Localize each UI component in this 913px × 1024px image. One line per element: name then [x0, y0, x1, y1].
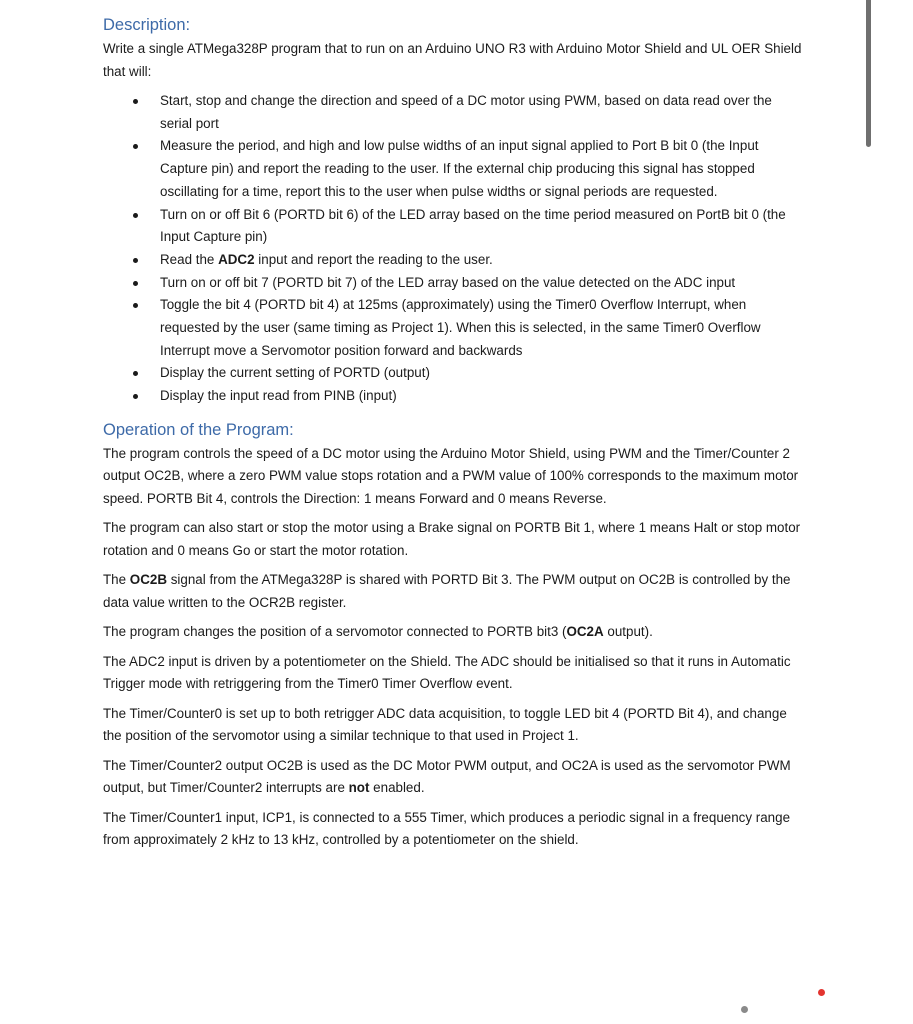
requirement-item: Display the current setting of PORTD (output) [103, 362, 803, 385]
bullet-icon [133, 213, 138, 218]
requirement-item: Toggle the bit 4 (PORTD bit 4) at 125ms (approximately) using the Timer0 Overflow Interrupt, when requested by the user (same timing as Project 1). When this is selected, in the same Timer0 Overflow Interrupt move a Servomotor position forward and backwards [103, 294, 803, 362]
bullet-icon [133, 303, 138, 308]
bullet-icon [133, 258, 138, 263]
operation-paragraph: The Timer/Counter2 output OC2B is used as the DC Motor PWM output, and OC2A is used as the servomotor PWM output, but Timer/Counter2 interrupts are not enabled. [103, 757, 791, 796]
operation-paragraph: The program changes the position of a servomotor connected to PORTB bit3 (OC2A output). [103, 624, 653, 640]
requirements-list [103, 90, 803, 408]
requirement-item: Turn on or off Bit 6 (PORTD bit 6) of the LED array based on the time period measured on PortB bit 0 (the Input Capture pin) [103, 204, 803, 249]
bullet-icon [133, 281, 138, 286]
requirement-item: Start, stop and change the direction and speed of a DC motor using PWM, based on data read over the serial port [103, 90, 803, 135]
operation-paragraph: The OC2B signal from the ATMega328P is shared with PORTD Bit 3. The PWM output on OC2B is controlled by the data value written to the OCR2B register. [103, 572, 791, 610]
bullet-icon [133, 144, 138, 149]
recording-indicator-dot [818, 989, 825, 996]
requirement-item: Measure the period, and high and low pulse widths of an input signal applied to Port B bit 0 (the Input Capture pin) and report the reading to the user. If the external chip producing this signal has stopped oscillating for a time, report this to the user when pulse widths or signal periods are requested. [103, 135, 803, 203]
bullet-icon [133, 394, 138, 399]
page-indicator-dot [741, 1006, 748, 1013]
operation-paragraph: The ADC2 input is driven by a potentiometer on the Shield. The ADC should be initialised so that it runs in Automatic Trigger mode with retriggering from the Timer0 Timer Overflow event. [103, 653, 791, 692]
requirement-item: Read the ADC2 input and report the reading to the user. [103, 249, 803, 272]
operation-paragraph: The Timer/Counter0 is set up to both retrigger ADC data acquisition, to toggle LED bit 4 (PORTD Bit 4), and change the position of the servomotor using a similar technique to that used in Project 1. [103, 705, 787, 744]
requirement-item: Display the input read from PINB (input) [103, 385, 803, 408]
description-heading: Description: [103, 16, 191, 34]
operation-heading: Operation of the Program: [103, 420, 294, 439]
operation-paragraph: The Timer/Counter1 input, ICP1, is connected to a 555 Timer, which produces a periodic signal in a frequency range from approximately 2 kHz to 13 kHz, controlled by a potentiometer on the shield. [103, 809, 791, 848]
operation-paragraph: The program can also start or stop the motor using a Brake signal on PORTB Bit 1, where 1 means Halt or stop motor rotation and 0 means Go or start the motor rotation. [103, 520, 801, 558]
description-intro: Write a single ATMega328P program that to run on an Arduino UNO R3 with Arduino Motor Shield and UL OER Shield that will: [103, 41, 802, 79]
bullet-icon [133, 371, 138, 376]
vertical-scrollbar-thumb[interactable] [866, 0, 871, 147]
requirement-item: Turn on or off bit 7 (PORTD bit 7) of the LED array based on the value detected on the ADC input [103, 272, 803, 295]
bullet-icon [133, 99, 138, 104]
document-body [103, 14, 803, 852]
operation-paragraph: The program controls the speed of a DC motor using the Arduino Motor Shield, using PWM and the Timer/Counter 2 output OC2B, where a zero PWM value stops rotation and a PWM value of 100% corresponds to the maximum motor speed. PORTB Bit 4, controls the Direction: 1 means Forward and 0 means Reverse. [103, 445, 799, 506]
